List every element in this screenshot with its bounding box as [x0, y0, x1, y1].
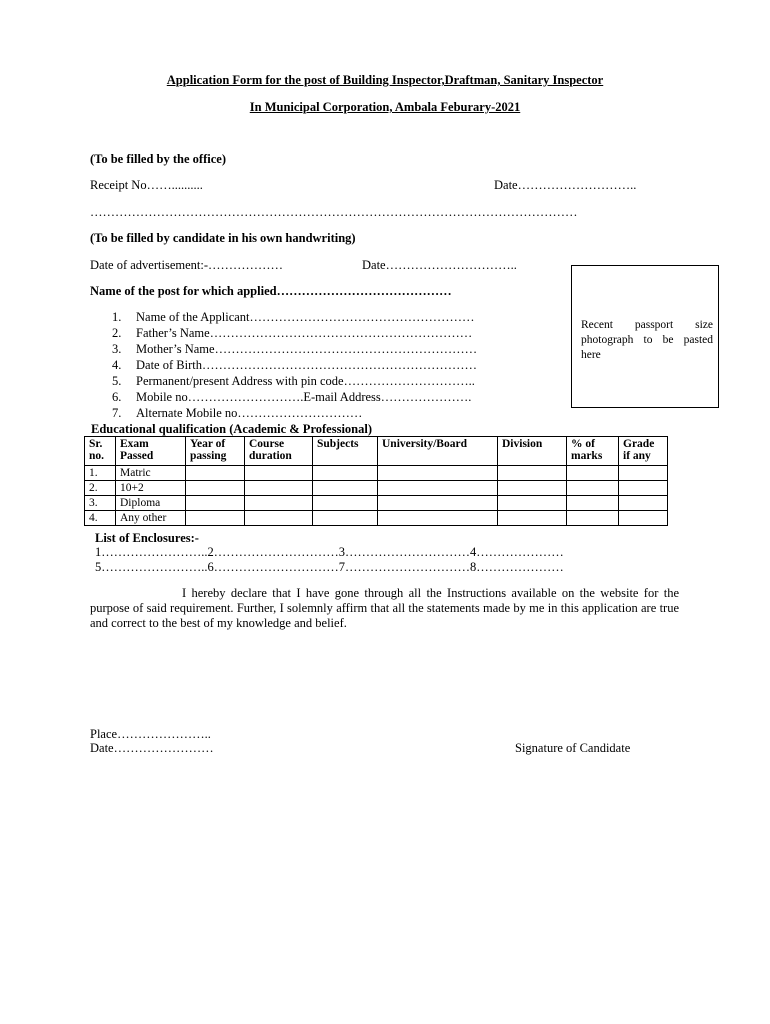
col-header-grade: Grade if any — [619, 437, 668, 466]
cell-exam: Diploma — [116, 496, 186, 511]
form-title-line2: In Municipal Corporation, Ambala Feburary-2021 — [249, 100, 521, 114]
cell-grade[interactable] — [619, 511, 668, 526]
cell-duration[interactable] — [245, 496, 313, 511]
cell-grade[interactable] — [619, 496, 668, 511]
post-applied-field[interactable]: Name of the post for which applied…………………………………… — [90, 284, 452, 298]
col-header-duration: Course duration — [245, 437, 313, 466]
table-row — [85, 496, 668, 511]
detail-item-dob[interactable]: 4. Date of Birth………………………………………………………… — [112, 358, 477, 372]
col-header-subjects: Subjects — [313, 437, 378, 466]
enclosures-line-2[interactable]: 5……………………..6…………………………7…………………………8………………… — [95, 560, 564, 574]
cell-university[interactable] — [378, 466, 498, 481]
col-header-exam: Exam Passed — [116, 437, 186, 466]
cell-duration[interactable] — [245, 481, 313, 496]
cell-sr: 2. — [85, 481, 116, 496]
signature-label: Signature of Candidate — [515, 741, 631, 755]
cell-duration[interactable] — [245, 466, 313, 481]
cell-exam: 10+2 — [116, 481, 186, 496]
education-heading: Educational qualification (Academic & Professional) — [91, 422, 373, 436]
applicant-details-list — [112, 309, 477, 421]
cell-university[interactable] — [378, 511, 498, 526]
cell-marks[interactable] — [567, 466, 619, 481]
form-title-line1: Application Form for the post of Building Inspector,Draftman, Sanitary Inspector — [166, 73, 604, 87]
candidate-date-field[interactable]: Date………………………….. — [362, 258, 517, 272]
cell-subjects[interactable] — [313, 481, 378, 496]
footer-date-field[interactable]: Date…………………… — [90, 741, 214, 755]
cell-marks[interactable] — [567, 511, 619, 526]
table-row — [85, 511, 668, 526]
cell-grade[interactable] — [619, 466, 668, 481]
cell-division[interactable] — [498, 511, 567, 526]
cell-sr: 3. — [85, 496, 116, 511]
advertisement-date-field[interactable]: Date of advertisement:-……………… — [90, 258, 284, 272]
cell-university[interactable] — [378, 481, 498, 496]
cell-sr: 1. — [85, 466, 116, 481]
cell-marks[interactable] — [567, 481, 619, 496]
photo-instruction-text: Recent passport size photograph to be pasted here — [581, 319, 713, 361]
education-table-header-row — [85, 437, 668, 466]
cell-exam: Any other — [116, 511, 186, 526]
declaration-paragraph: I hereby declare that I have gone through all the Instructions available on the website for the purpose of said requirement. Further, I solemnly affirm that all the statements made by me in this application are true and correct to the best of my knowledge and belief. — [90, 586, 679, 630]
cell-year[interactable] — [186, 481, 245, 496]
cell-subjects[interactable] — [313, 496, 378, 511]
office-section-heading: (To be filled by the office) — [90, 152, 226, 166]
cell-sr: 4. — [85, 511, 116, 526]
cell-duration[interactable] — [245, 511, 313, 526]
table-row — [85, 466, 668, 481]
cell-division[interactable] — [498, 481, 567, 496]
col-header-sr: Sr. no. — [85, 437, 116, 466]
education-table — [84, 436, 668, 526]
col-header-division: Division — [498, 437, 567, 466]
office-date-field[interactable]: Date……………………….. — [494, 178, 637, 192]
cell-subjects[interactable] — [313, 466, 378, 481]
enclosures-line-1[interactable]: 1……………………..2…………………………3…………………………4………………… — [95, 545, 564, 559]
detail-item-father[interactable]: 2. Father’s Name……………………………………………………… — [112, 326, 473, 340]
table-row — [85, 481, 668, 496]
candidate-section-heading: (To be filled by candidate in his own handwriting) — [90, 231, 356, 245]
cell-subjects[interactable] — [313, 511, 378, 526]
office-dotted-line[interactable]: ……………………………………………………………………………………………………… — [90, 205, 578, 219]
col-header-year: Year of passing — [186, 437, 245, 466]
cell-year[interactable] — [186, 511, 245, 526]
cell-marks[interactable] — [567, 496, 619, 511]
col-header-marks: % of marks — [567, 437, 619, 466]
place-field[interactable]: Place………………….. — [90, 727, 211, 741]
detail-item-mother[interactable]: 3. Mother’s Name……………………………………………………… — [112, 342, 478, 356]
detail-item-address[interactable]: 5. Permanent/present Address with pin code………………………….. — [112, 374, 475, 388]
receipt-number-field[interactable]: Receipt No…….......... — [90, 178, 203, 192]
detail-item-mobile-email[interactable]: 6. Mobile no……………………….E-mail Address…………………. — [112, 390, 472, 404]
cell-year[interactable] — [186, 496, 245, 511]
cell-year[interactable] — [186, 466, 245, 481]
cell-exam: Matric — [116, 466, 186, 481]
cell-university[interactable] — [378, 496, 498, 511]
detail-item-name[interactable]: 1. Name of the Applicant……………………………………………… — [112, 310, 475, 324]
cell-grade[interactable] — [619, 481, 668, 496]
cell-division[interactable] — [498, 496, 567, 511]
col-header-university: University/Board — [378, 437, 498, 466]
detail-item-alt-mobile[interactable]: 7. Alternate Mobile no………………………… — [112, 406, 363, 420]
photo-placeholder-box — [571, 265, 719, 408]
enclosures-heading: List of Enclosures:- — [95, 531, 199, 545]
cell-division[interactable] — [498, 466, 567, 481]
